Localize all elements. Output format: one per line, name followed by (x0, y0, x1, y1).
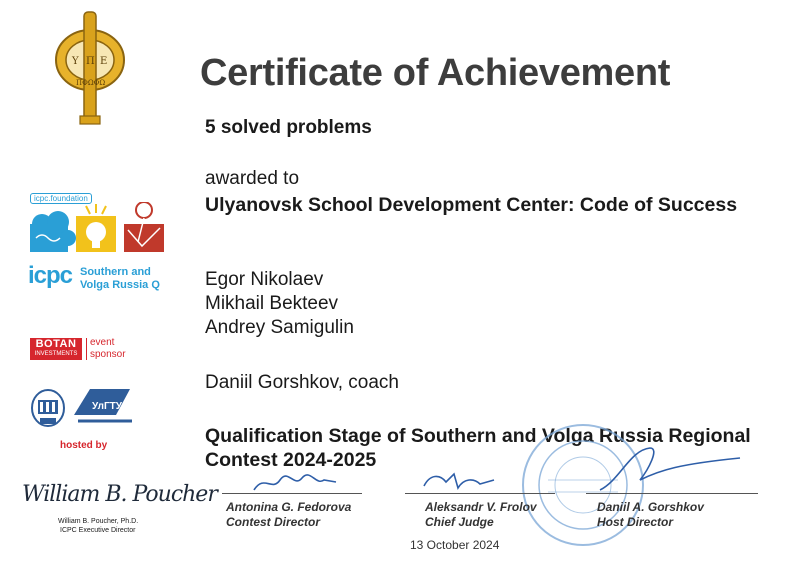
team-member: Andrey Samigulin (205, 317, 354, 338)
signatory-role: Host Director (597, 515, 674, 529)
poucher-role: ICPC Executive Director (60, 527, 136, 534)
botan-logo (30, 338, 82, 360)
emblem-letter-2: Π (86, 56, 95, 67)
botan-wordmark: BOTAN (35, 338, 77, 350)
university-crest-logo (30, 388, 66, 430)
team-name: Ulyanovsk School Development Center: Code of Success (205, 194, 738, 216)
emblem-letter-1: Y (72, 56, 79, 67)
icpc-region-line2: Volga Russia Q (80, 279, 160, 291)
emblem-letter-3: E (100, 56, 108, 67)
botan-sub: INVESTMENTS (34, 351, 78, 357)
signature-line (405, 493, 555, 494)
signatory-name: Antonina G. Fedorova (226, 500, 352, 514)
icpc-wordmark: icpc (28, 262, 73, 289)
emblem-logo (50, 8, 130, 130)
contest-name: Qualification Stage of Southern and Volga Russia Regional Contest 2024-2025 (205, 425, 751, 471)
icpc-logo (28, 202, 170, 264)
team-member: Mikhail Bekteev (205, 293, 339, 314)
sponsor-divider (86, 338, 87, 360)
certificate-title: Certificate of Achievement (200, 52, 671, 94)
ulstu-logo (72, 385, 134, 431)
team-members (205, 268, 354, 340)
emblem-ring-text: ΠΦΩΦΩ (76, 79, 106, 87)
signature-line (586, 493, 758, 494)
solved-problems: 5 solved problems (205, 117, 372, 138)
coach-name: Daniil Gorshkov, coach (205, 372, 399, 393)
icpc-region-line1: Southern and (80, 266, 151, 278)
event-label: event (90, 337, 115, 348)
sponsor-label: sponsor (90, 349, 126, 360)
signatory-name: Daniil A. Gorshkov (597, 500, 704, 514)
signature-line (222, 493, 362, 494)
signatory-role: Contest Director (226, 515, 321, 529)
poucher-name: William B. Poucher, Ph.D. (58, 518, 139, 525)
gorshkov-signature-mark (590, 440, 750, 500)
sidebar (0, 0, 217, 564)
issue-date: 13 October 2024 (410, 538, 500, 552)
awarded-to-label: awarded to (205, 168, 300, 189)
signatory-role: Chief Judge (425, 515, 494, 529)
frolov-signature-mark (420, 468, 500, 496)
ulstu-wordmark: УлГТУ (92, 401, 122, 412)
team-member: Egor Nikolaev (205, 269, 324, 290)
hosted-by-label: hosted by (60, 440, 108, 451)
signatory-name: Aleksandr V. Frolov (425, 500, 537, 514)
icpc-foundation-label: icpc.foundation (30, 193, 92, 204)
poucher-signature: William B. Poucher (22, 482, 217, 507)
